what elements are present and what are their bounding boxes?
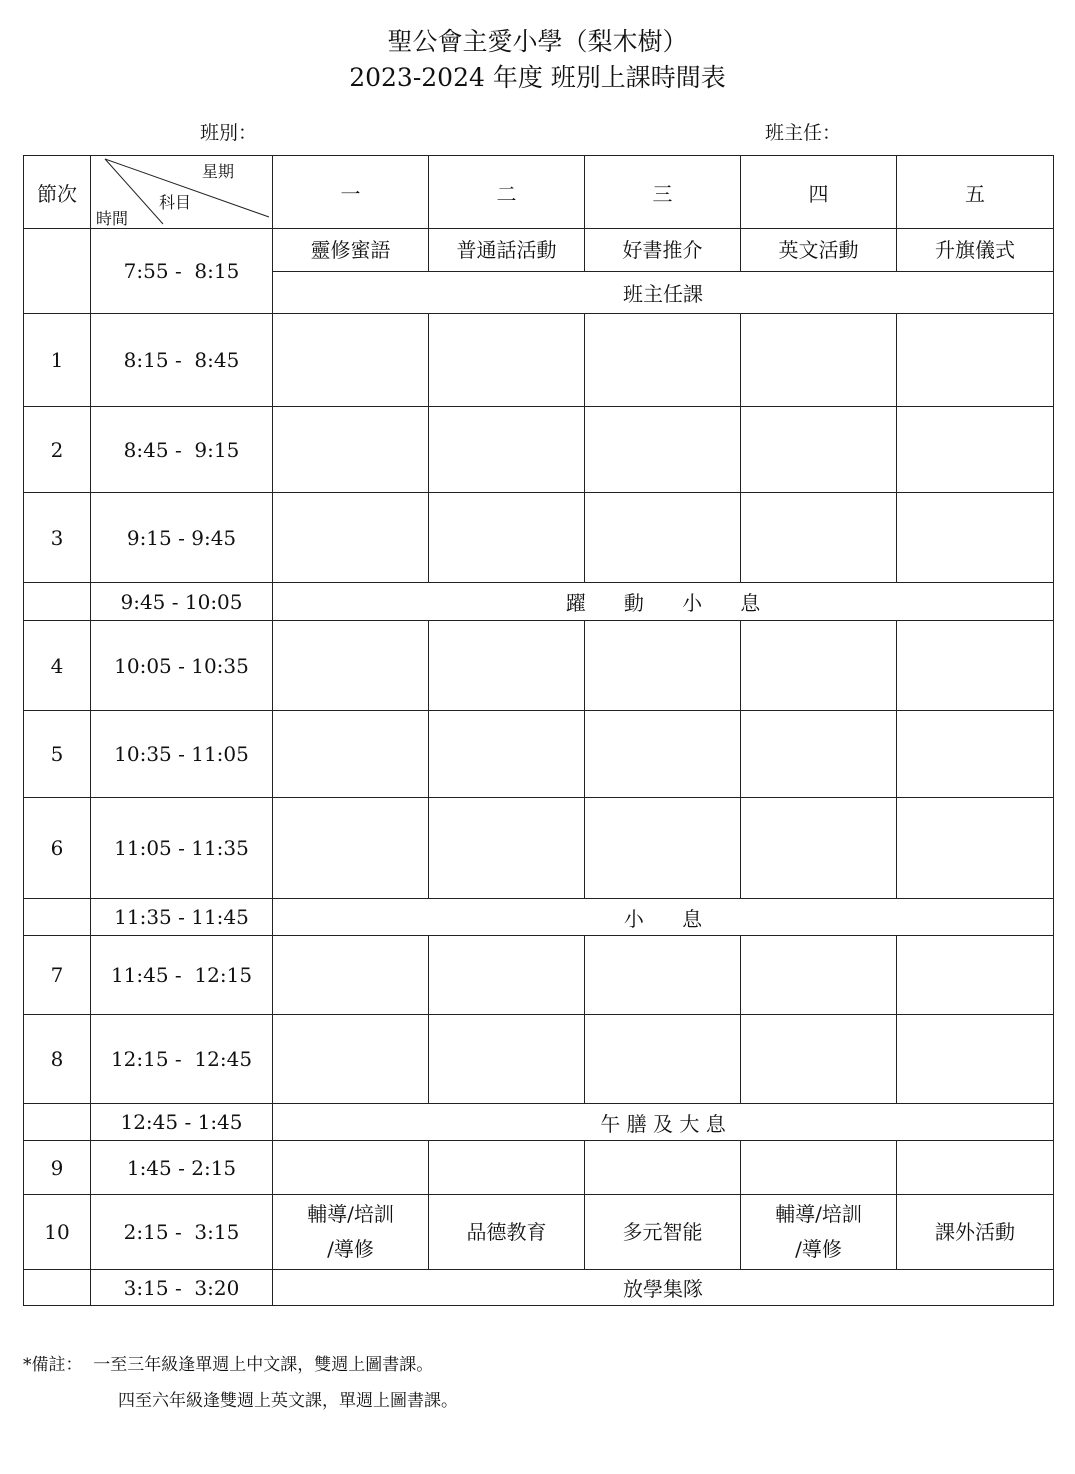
break-time: 11:35 - 11:45 xyxy=(91,899,273,936)
lesson-cell xyxy=(741,493,897,583)
table-row xyxy=(24,798,1054,899)
period-number: 8 xyxy=(24,1015,91,1104)
morning-activity-tue: 普通話活動 xyxy=(429,229,585,272)
timetable-title: 2023-2024 年度 班別上課時間表 xyxy=(349,63,726,92)
day-friday: 五 xyxy=(897,156,1054,229)
afternoon-activity-tue: 品德教育 xyxy=(429,1195,585,1270)
lesson-cell xyxy=(897,936,1054,1015)
break-period-cell xyxy=(24,899,91,936)
lesson-cell xyxy=(585,621,741,711)
lunch-label: 午 膳 及 大 息 xyxy=(273,1104,1054,1141)
break-label: 小 息 xyxy=(273,899,1054,936)
lunch-row xyxy=(24,1104,1054,1141)
lesson-cell xyxy=(429,936,585,1015)
period-time: 11:05 - 11:35 xyxy=(91,798,273,899)
lesson-cell xyxy=(273,1141,429,1195)
afternoon-activity-thu: 輔導/培訓 /導修 xyxy=(741,1195,897,1270)
table-row xyxy=(24,314,1054,407)
lesson-cell xyxy=(585,1141,741,1195)
lesson-cell xyxy=(741,1141,897,1195)
lesson-cell xyxy=(273,407,429,493)
lesson-cell xyxy=(741,407,897,493)
morning-activity-mon: 靈修蜜語 xyxy=(273,229,429,272)
period-number: 6 xyxy=(24,798,91,899)
day-tuesday: 二 xyxy=(429,156,585,229)
afternoon-activity-mon: 輔導/培訓 /導修 xyxy=(273,1195,429,1270)
lesson-cell xyxy=(897,711,1054,798)
lesson-cell xyxy=(897,621,1054,711)
lesson-cell xyxy=(585,936,741,1015)
recess-label: 躍 動 小 息 xyxy=(273,583,1054,621)
table-row xyxy=(24,407,1054,493)
period-time: 2:15 - 3:15 xyxy=(91,1195,273,1270)
period-number: 2 xyxy=(24,407,91,493)
lesson-cell xyxy=(741,711,897,798)
period-time: 8:45 - 9:15 xyxy=(91,407,273,493)
period-time: 12:15 - 12:45 xyxy=(91,1015,273,1104)
table-row xyxy=(24,493,1054,583)
period-number: 5 xyxy=(24,711,91,798)
recess-row xyxy=(24,583,1054,621)
period-time: 8:15 - 8:45 xyxy=(91,314,273,407)
remark-line-1: *備註： 一至三年級逢單週上中文課，雙週上圖書課。 xyxy=(23,1355,434,1375)
period-number: 3 xyxy=(24,493,91,583)
lesson-cell xyxy=(897,493,1054,583)
table-row xyxy=(24,621,1054,711)
afternoon-activity-wed: 多元智能 xyxy=(585,1195,741,1270)
break-period-cell xyxy=(24,1270,91,1306)
period-time: 1:45 - 2:15 xyxy=(91,1141,273,1195)
period-header: 節次 xyxy=(24,156,91,229)
dismissal-label: 放學集隊 xyxy=(273,1270,1054,1306)
lesson-cell xyxy=(897,1141,1054,1195)
day-thursday: 四 xyxy=(741,156,897,229)
timetable xyxy=(23,155,1054,1306)
recess-time: 9:45 - 10:05 xyxy=(91,583,273,621)
lesson-cell xyxy=(741,936,897,1015)
lesson-cell xyxy=(741,621,897,711)
period-number: 10 xyxy=(24,1195,91,1270)
break-period-cell xyxy=(24,583,91,621)
lesson-cell xyxy=(429,1015,585,1104)
time-corner-label: 時間 xyxy=(96,209,129,228)
lesson-cell xyxy=(585,1015,741,1104)
table-row xyxy=(24,1141,1054,1195)
period-number: 1 xyxy=(24,314,91,407)
class-teacher-label: 班主任： xyxy=(765,122,842,144)
lesson-cell xyxy=(273,493,429,583)
corner-cell xyxy=(91,156,273,229)
table-row xyxy=(24,1015,1054,1104)
lesson-cell xyxy=(585,798,741,899)
period-time: 11:45 - 12:15 xyxy=(91,936,273,1015)
lesson-cell xyxy=(897,1015,1054,1104)
morning-activity-thu: 英文活動 xyxy=(741,229,897,272)
weekday-corner-label: 星期 xyxy=(201,162,234,181)
lesson-cell xyxy=(273,936,429,1015)
dismissal-row xyxy=(24,1270,1054,1306)
lesson-cell xyxy=(897,314,1054,407)
break-period-cell xyxy=(24,1104,91,1141)
period-time: 10:05 - 10:35 xyxy=(91,621,273,711)
break-row xyxy=(24,899,1054,936)
table-row xyxy=(24,711,1054,798)
class-label: 班別： xyxy=(200,122,258,144)
lesson-cell xyxy=(429,798,585,899)
header-row xyxy=(24,156,1054,229)
lesson-cell xyxy=(585,711,741,798)
period-time: 9:15 - 9:45 xyxy=(91,493,273,583)
day-wednesday: 三 xyxy=(585,156,741,229)
lesson-cell xyxy=(429,493,585,583)
lesson-cell xyxy=(273,1015,429,1104)
lesson-cell xyxy=(429,621,585,711)
lesson-cell xyxy=(897,798,1054,899)
period-time: 10:35 - 11:05 xyxy=(91,711,273,798)
school-name: 聖公會主愛小學（梨木樹） xyxy=(387,27,688,56)
lesson-cell xyxy=(741,314,897,407)
lesson-cell xyxy=(273,711,429,798)
afternoon-activity-fri: 課外活動 xyxy=(897,1195,1054,1270)
table-row xyxy=(24,1195,1054,1270)
remark-line-2: 四至六年級逢雙週上英文課，單週上圖書課。 xyxy=(118,1391,458,1411)
lesson-cell xyxy=(429,711,585,798)
subject-corner-label: 科目 xyxy=(159,193,192,212)
lesson-cell xyxy=(273,621,429,711)
lesson-cell xyxy=(585,493,741,583)
lesson-cell xyxy=(273,314,429,407)
morning-row xyxy=(24,229,1054,272)
dismissal-time: 3:15 - 3:20 xyxy=(91,1270,273,1306)
lunch-time: 12:45 - 1:45 xyxy=(91,1104,273,1141)
lesson-cell xyxy=(429,314,585,407)
lesson-cell xyxy=(741,1015,897,1104)
period-number: 4 xyxy=(24,621,91,711)
lesson-cell xyxy=(741,798,897,899)
lesson-cell xyxy=(429,1141,585,1195)
homeroom-label: 班主任課 xyxy=(273,272,1054,314)
morning-activity-wed: 好書推介 xyxy=(585,229,741,272)
lesson-cell xyxy=(429,407,585,493)
table-row xyxy=(24,936,1054,1015)
period-number: 7 xyxy=(24,936,91,1015)
day-monday: 一 xyxy=(273,156,429,229)
morning-period-cell xyxy=(24,229,91,314)
lesson-cell xyxy=(273,798,429,899)
morning-time: 7:55 - 8:15 xyxy=(91,229,273,314)
lesson-cell xyxy=(585,314,741,407)
period-number: 9 xyxy=(24,1141,91,1195)
lesson-cell xyxy=(585,407,741,493)
morning-activity-fri: 升旗儀式 xyxy=(897,229,1054,272)
lesson-cell xyxy=(897,407,1054,493)
